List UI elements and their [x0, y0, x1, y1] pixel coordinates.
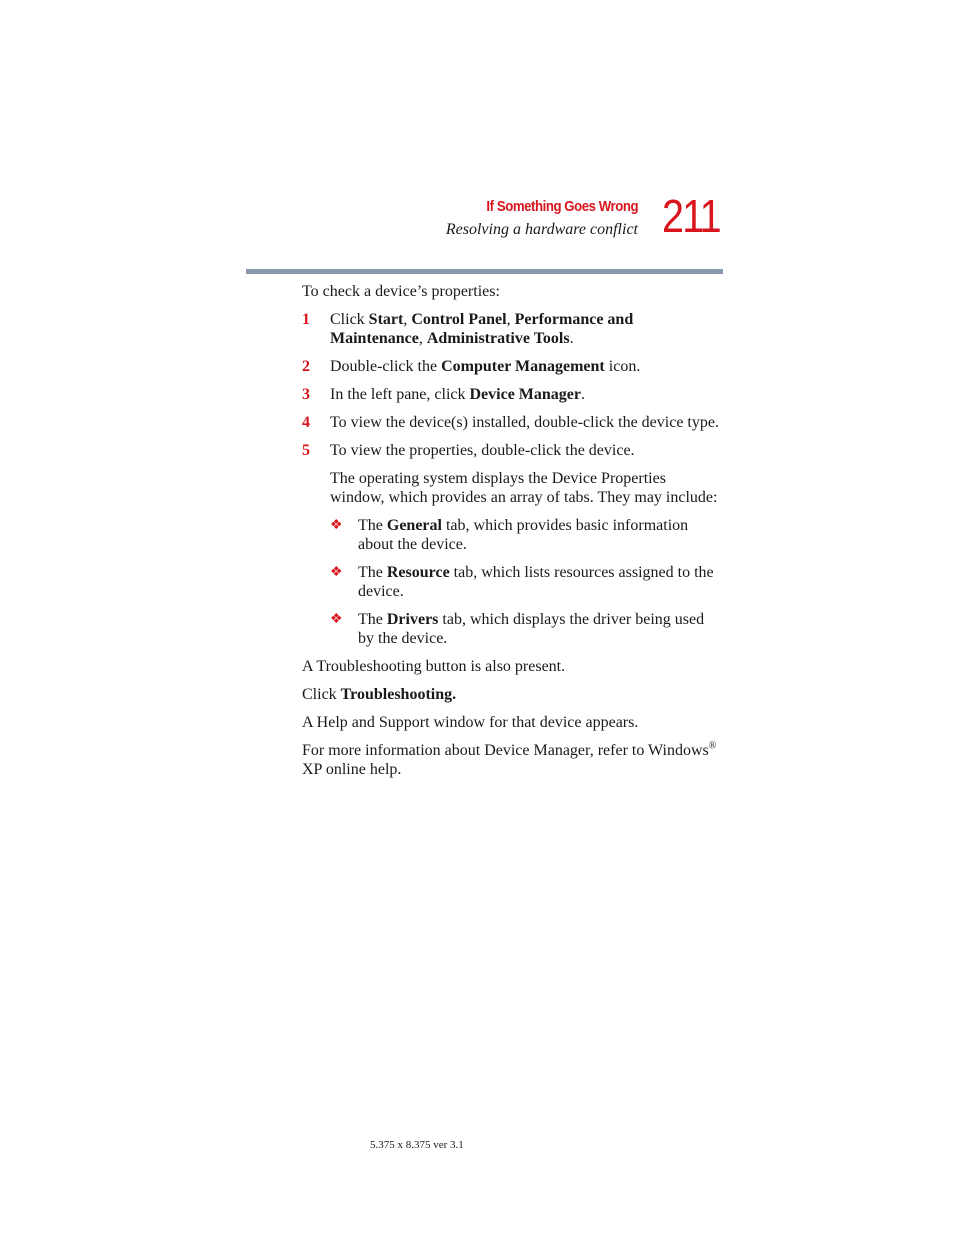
bullet-resource-tab: ❖ The Resource tab, which lists resources assigned to the device. — [330, 564, 714, 600]
step-text: Click Start, Control Panel, Performance and Maintenance, Administrative Tools. — [330, 311, 634, 347]
diamond-bullet-icon: ❖ — [330, 565, 343, 580]
step-5-detail: The operating system displays the Device Properties window, which provides an array of tabs. They may include: — [330, 470, 718, 506]
section-title: Resolving a hardware conflict — [445, 221, 638, 238]
intro-text: To check a device’s properties: — [302, 283, 500, 300]
bullet-general-tab: ❖ The General tab, which provides basic information about the device. — [330, 517, 689, 553]
step-text: To view the properties, double-click the device. — [330, 442, 635, 459]
bullet-drivers-tab: ❖ The Drivers tab, which displays the driver being used by the device. — [330, 611, 705, 647]
start-menu-ref: Start — [368, 311, 404, 328]
help-note: A Help and Support window for that device appears. — [302, 714, 639, 731]
step-text: Double-click the Computer Management icon. — [330, 358, 641, 375]
page-number: 211 — [662, 190, 720, 242]
step-2 — [302, 357, 722, 376]
registered-mark: ® — [708, 740, 717, 752]
step-1 — [302, 310, 722, 348]
performance-maintenance-ref: Performance and Maintenance — [330, 311, 634, 347]
chapter-title: If Something Goes Wrong — [486, 198, 638, 215]
control-panel-ref: Control Panel — [411, 311, 507, 328]
computer-management-ref: Computer Management — [441, 358, 605, 375]
diamond-bullet-icon: ❖ — [330, 518, 343, 533]
step-number: 2 — [302, 358, 310, 375]
step-5 — [302, 441, 722, 460]
drivers-tab-ref: Drivers — [386, 611, 439, 628]
step-number: 5 — [302, 442, 310, 459]
resource-tab-ref: Resource — [386, 564, 450, 581]
diamond-bullet-icon: ❖ — [330, 612, 343, 627]
step-3 — [302, 385, 722, 404]
troubleshooting-ref: Troubleshooting. — [340, 686, 457, 703]
step-number: 3 — [302, 386, 310, 403]
step-text: In the left pane, click Device Manager. — [330, 386, 586, 403]
page-body — [302, 282, 722, 788]
administrative-tools-ref: Administrative Tools — [426, 330, 570, 347]
troubleshoot-note: A Troubleshooting button is also present. — [302, 658, 566, 675]
click-troubleshooting: Click Troubleshooting. — [302, 686, 457, 703]
running-header — [446, 196, 638, 242]
step-number: 4 — [302, 414, 310, 431]
step-text: To view the device(s) installed, double-click the device type. — [330, 414, 719, 431]
more-info: For more information about Device Manager, refer to Windows® XP online help. — [302, 740, 717, 778]
footer-version: 5.375 x 8.375 ver 3.1 — [370, 1139, 464, 1151]
step-number: 1 — [302, 311, 310, 328]
header-rule — [246, 269, 723, 274]
device-manager-ref: Device Manager — [469, 386, 582, 403]
step-4 — [302, 413, 722, 432]
general-tab-ref: General — [386, 517, 442, 534]
